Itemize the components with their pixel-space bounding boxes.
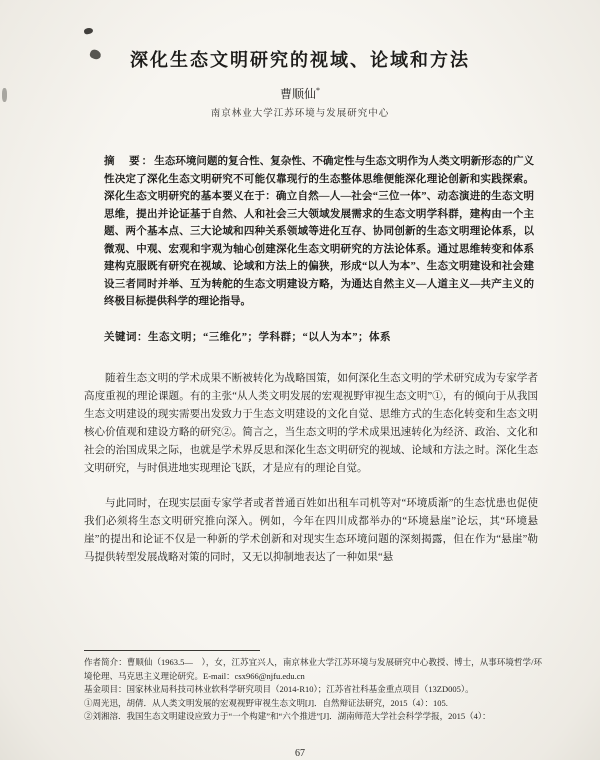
footnote-funding: 基金项目：国家林业局科技司林业软科学研究项目（2014-R10）；江苏省社科基金重点项目（13ZD005）。 — [84, 684, 474, 694]
affiliation: 南京林业大学江苏环境与发展研究中心 — [210, 109, 390, 119]
footnote-reference-2: ②刘湘溶．我国生态文明建设应致力于“一个构建”和“六个推进”[J]．湖南师范大学社会科学学报，2015（4）： — [84, 711, 491, 721]
keywords-line — [104, 329, 534, 344]
abstract-block — [104, 153, 534, 311]
author-name: 曹顺仙 — [279, 87, 316, 101]
paper-title: 深化生态文明研究的视域、论域和方法 — [130, 50, 470, 70]
author-footnote-mark: * — [316, 86, 320, 95]
body-paragraph: 随着生态文明的学术成果不断被转化为战略国策，如何深化生态文明的学术研究成为专家学者高度重视的理论课题。有的主张“从人类文明发展的宏观视野审视生态文明”①，有的倾向于从我国生态文明建设的现实需要出发致力于生态文明建设的文化自觉、思维方式的生态化转变和生态文明核心价值观和建设方略的研究②。简言之，当生态文明的学术成果迅速转化为经济、政治、文化和社会的治国成果之际，也就是学术界反思和深化生态文明研究的视域、论域和方法之时。深化生态文明研究，与时俱进地实现理论飞跃，才是应有的理论自觉。 — [84, 372, 538, 474]
body-text — [0, 370, 600, 567]
abstract-label: 摘 要： — [104, 156, 155, 167]
keywords-text: 生态文明；“三维化”；学科群；“以人为本”；体系 — [148, 331, 391, 343]
body-paragraph: 与此同时，在现实层面专家学者或者普通百姓如出租车司机等对“环境质渐”的生态忧患也促使我们必须将生态文明研究推向深入。例如，今年在四川成都举办的“环境悬崖”论坛，其“环境悬崖”的提出和论证不仅是一种新的学术创新和对现实生态环境问题的深刻揭露，但在作为“悬崖”勒马提供转型发展战略对策的同时，又无以抑制地表达了一种如果“悬 — [84, 497, 538, 563]
scan-artifact — [83, 27, 93, 35]
scan-artifact — [2, 88, 7, 102]
footnotes-block — [84, 656, 542, 724]
page-number: 67 — [295, 748, 305, 759]
footnote-separator — [84, 650, 260, 651]
keywords-label: 关键词： — [104, 331, 148, 343]
footnote-author-bio: 作者简介：曹顺仙（1963.5— ），女，江苏宜兴人，南京林业大学江苏环境与发展研究中心教授、博士，从事环境哲学/环境伦理、马克思主义理论研究。E-mail：csx966@njfu.edu.cn — [84, 657, 542, 681]
footnote-reference-1: ①周光迅，胡倩．从人类文明发展的宏观视野审视生态文明[J]．自然辩证法研究，2015（4）：105. — [84, 697, 448, 708]
author-line — [0, 85, 600, 102]
abstract-text: 生态环境问题的复合性、复杂性、不确定性与生态文明作为人类文明新形态的广义性决定了深化生态文明研究不可能仅靠现行的生态整体思维便能深化理论创新和实践探索。深化生态文明研究的基本要义在于：确立自然—人—社会“三位一体”、动态演进的生态文明思维，提出并论证基于自然、人和社会三大领域发展需求的生态文明学科群，建构由一个主题、两个基本点、三大论域和四种关系领域等进化互存、协同创新的生态文明理论体系，以微观、中观、宏观和宇观为轴心创建深化生态文明研究的方法论体系。通过思维转变和体系建构克服既有研究在视域、论域和方法上的偏狭，形成“以人为本”、生态文明建设和社会建设三者同时并举、互为转舵的生态文明建设方略，为通达自然主义—人道主义—共产主义的终极目标提供科学的理论指导。 — [104, 156, 535, 307]
